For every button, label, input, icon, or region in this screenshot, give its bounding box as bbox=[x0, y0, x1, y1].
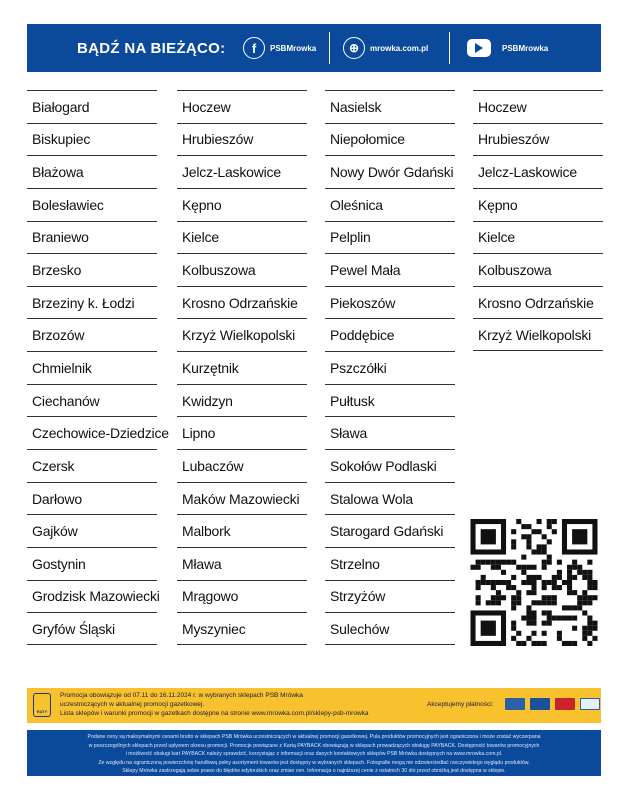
store-name: Mława bbox=[177, 547, 307, 580]
store-name: Hrubieszów bbox=[473, 123, 603, 156]
store-name: Kępno bbox=[177, 188, 307, 221]
disclaimer-line: i możliwość obsługi kart PAYBACK należy sprawdzić, korzystając z informacji oraz danych kontaktowych sklepów PSB Mrówka dostępnych na www.mrowka.com.pl. bbox=[125, 751, 503, 757]
store-name: Pszczółki bbox=[325, 351, 455, 384]
visa-electron-icon bbox=[505, 698, 525, 710]
visa-icon bbox=[580, 698, 600, 710]
store-name: Malbork bbox=[177, 514, 307, 547]
store-column bbox=[27, 90, 169, 645]
promo-line: uczestniczących w aktualnej promocji gazetkowej. bbox=[60, 701, 205, 708]
store-name: Błażowa bbox=[27, 155, 157, 188]
store-name: Kielce bbox=[473, 221, 603, 254]
store-name: Krosno Odrzańskie bbox=[473, 286, 603, 319]
store-name: Jelcz-Laskowice bbox=[473, 155, 603, 188]
store-name: Kolbuszowa bbox=[177, 253, 307, 286]
store-name: Piekoszów bbox=[325, 286, 455, 319]
payments-label: Akceptujemy płatności: bbox=[427, 701, 494, 708]
store-name: Nowy Dwór Gdański bbox=[325, 155, 455, 188]
store-name: Pewel Mała bbox=[325, 253, 455, 286]
maestro-icon bbox=[530, 698, 550, 710]
store-name: Strzelno bbox=[325, 547, 455, 580]
disclaimer-line: Sklepy Mrówka zastrzegają sobie prawo do błędów edytorskich oraz zmian cen. Informacja o najniższej cenie z ostatnich 30 dni przed obniżką jest dostępna w sklepie. bbox=[122, 768, 506, 774]
store-name: Strzyżów bbox=[325, 580, 455, 613]
store-column bbox=[325, 90, 455, 645]
store-name: Czersk bbox=[27, 449, 157, 482]
promo-line: Lista sklepów i warunki promocji w gazetkach dostępne na stronie www.mrowka.com.pl/sklepy-psb-mrowka bbox=[60, 710, 369, 717]
disclaimer-line: w poszczególnych sklepach przed upływem okresu promocji. Promocje powiązane z Kartą PAYBACK obowiązują w sklepach prowadzących obsługę PAYBACK. Dostępność towarów promocyjnych bbox=[88, 742, 540, 749]
store-name: Hrubieszów bbox=[177, 123, 307, 156]
facebook-icon: f bbox=[243, 37, 265, 59]
store-name: Maków Mazowiecki bbox=[177, 482, 307, 515]
youtube-link[interactable]: PSBMrowka bbox=[467, 39, 548, 57]
store-name: Czechowice-Dziedzice bbox=[27, 416, 157, 449]
divider bbox=[329, 32, 330, 64]
store-column bbox=[473, 90, 603, 351]
store-name: Chmielnik bbox=[27, 351, 157, 384]
disclaimer bbox=[27, 730, 601, 776]
facebook-link[interactable]: f PSBMrowka bbox=[243, 37, 316, 59]
store-name: Krzyż Wielkopolski bbox=[473, 318, 603, 351]
store-name: Starogard Gdański bbox=[325, 514, 455, 547]
store-name: Pelplin bbox=[325, 221, 455, 254]
store-name: Biskupiec bbox=[27, 123, 157, 156]
store-name: Gajków bbox=[27, 514, 157, 547]
divider bbox=[449, 32, 450, 64]
store-name: Poddębice bbox=[325, 318, 455, 351]
store-name: Darłowo bbox=[27, 482, 157, 515]
store-name: Jelcz-Laskowice bbox=[177, 155, 307, 188]
store-name: Kielce bbox=[177, 221, 307, 254]
disclaimer-line: Podane ceny są maksymalnymi cenami brutto w sklepach PSB Mrówka uczestniczących w aktualnej promocji gazetkowej. Pula produktów promocyjnych jest ograniczona i może zostać wyczerpana bbox=[87, 734, 541, 740]
store-name: Krosno Odrzańskie bbox=[177, 286, 307, 319]
store-column bbox=[177, 90, 307, 645]
store-name: Hoczew bbox=[177, 90, 307, 123]
store-name: Brzozów bbox=[27, 318, 157, 351]
store-name: Mrągowo bbox=[177, 580, 307, 613]
store-name: Kolbuszowa bbox=[473, 253, 603, 286]
store-name: Kurzętnik bbox=[177, 351, 307, 384]
store-name: Sokołów Podlaski bbox=[325, 449, 455, 482]
store-name: Lubaczów bbox=[177, 449, 307, 482]
website-link[interactable]: ⊕ mrowka.com.pl bbox=[343, 37, 428, 59]
store-name: Niepołomice bbox=[325, 123, 455, 156]
store-name: Braniewo bbox=[27, 221, 157, 254]
store-name: Hoczew bbox=[473, 90, 603, 123]
promo-line: Promocja obowiązuje od 07.11 do 16.11.2024 r. w wybranych sklepach PSB Mrówka bbox=[60, 692, 303, 699]
store-name: Myszyniec bbox=[177, 612, 307, 645]
store-name: Brzeziny k. Łodzi bbox=[27, 286, 157, 319]
store-name: Gryfów Śląski bbox=[27, 612, 157, 645]
youtube-icon bbox=[467, 39, 491, 57]
raty-badge-icon: RATY bbox=[33, 693, 51, 717]
store-name: Sulechów bbox=[325, 612, 455, 645]
store-name: Grodzisk Mazowiecki bbox=[27, 580, 157, 613]
qr-code[interactable] bbox=[470, 519, 598, 646]
banner-title: BĄDŹ NA BIEŻĄCO: bbox=[77, 39, 226, 57]
social-banner bbox=[27, 24, 601, 72]
store-name: Stalowa Wola bbox=[325, 482, 455, 515]
store-name: Pułtusk bbox=[325, 384, 455, 417]
store-name: Bolesławiec bbox=[27, 188, 157, 221]
store-name: Ciechanów bbox=[27, 384, 157, 417]
store-name: Kępno bbox=[473, 188, 603, 221]
store-name: Gostynin bbox=[27, 547, 157, 580]
store-name: Oleśnica bbox=[325, 188, 455, 221]
store-name: Brzesko bbox=[27, 253, 157, 286]
store-name: Nasielsk bbox=[325, 90, 455, 123]
store-name: Krzyż Wielkopolski bbox=[177, 318, 307, 351]
globe-icon: ⊕ bbox=[343, 37, 365, 59]
store-name: Kwidzyn bbox=[177, 384, 307, 417]
store-name: Białogard bbox=[27, 90, 157, 123]
store-name: Lipno bbox=[177, 416, 307, 449]
mastercard-icon bbox=[555, 698, 575, 710]
disclaimer-line: Ze względu na ograniczoną powierzchnię handlową pełny asortyment towarów jest dostępny w wybranych sklepach. Fotografie mogą nie odzwierciedlać rzeczywistego wyglądu produktów. bbox=[98, 759, 530, 766]
store-name: Sława bbox=[325, 416, 455, 449]
promo-bar bbox=[27, 688, 601, 723]
